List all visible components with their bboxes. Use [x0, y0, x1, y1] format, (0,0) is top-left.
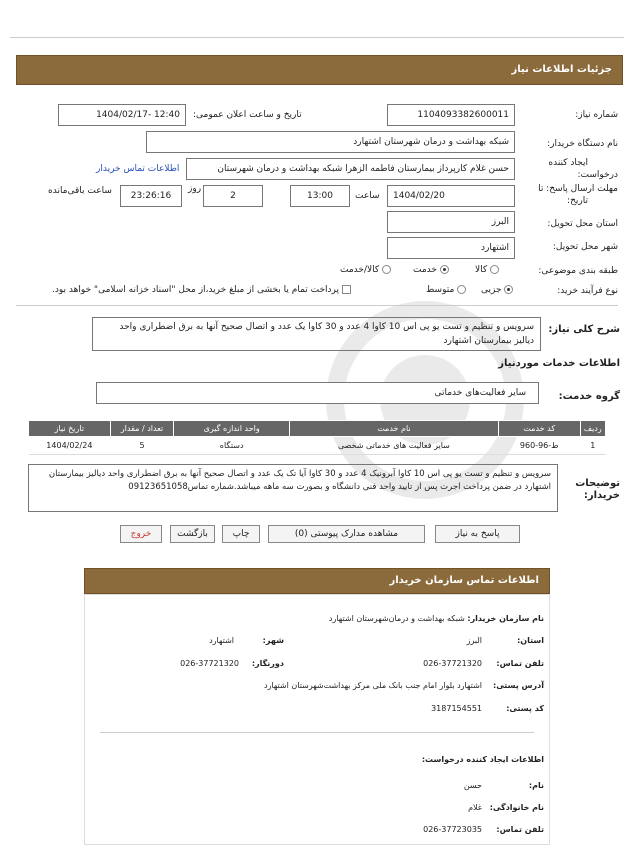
process-label: نوع فرآیند خرید: — [557, 286, 618, 296]
org-value: شبکه بهداشت و درمان‌شهرستان اشتهارد — [328, 614, 465, 623]
need-number-field: 1104093382600011 — [387, 104, 515, 126]
col-header: نام خدمت — [289, 421, 498, 437]
process-option-label: جزیی — [481, 285, 502, 295]
service-group-label: گروه خدمت: — [558, 391, 620, 402]
services-title: اطلاعات خدمات موردنیاز — [498, 358, 620, 369]
deadline-label-1: مهلت ارسال پاسخ: تا — [538, 184, 618, 194]
org-label: نام سازمان خریدار: — [467, 614, 544, 623]
category-radio-goods[interactable] — [475, 265, 499, 275]
cell-quantity: 5 — [110, 437, 174, 455]
services-table — [28, 420, 606, 455]
col-header: کد خدمت — [498, 421, 580, 437]
buyer-notes-text: سرویس و تنظیم و تست یو پی اس 10 کاوا آبرونیک 4 عدد و 30 کاوا آیا تک یک عدد و اتصال صحیح آنها به برق اضطراری واحد دیالیز بیمارستان اشتهارد در ضمن پرداخت اجرت پس از تایید واحد فنی دانشگاه و بصورت سه ماهه میباشد.شماره تماس09123651058 — [48, 469, 551, 492]
view-attachments-button[interactable]: مشاهده مدارک پیوستی (0) — [268, 525, 425, 543]
process-option-label: متوسط — [426, 285, 455, 295]
contact-org-row — [329, 614, 544, 623]
category-label: طبقه بندی موضوعی: — [538, 266, 618, 276]
buyer-field: شبکه بهداشت و درمان شهرستان اشتهارد — [146, 131, 515, 153]
deadline-time-field: 13:00 — [290, 185, 350, 207]
contact-title: اطلاعات تماس سازمان خریدار — [389, 575, 539, 586]
city-label: شهر: — [262, 636, 284, 645]
buyer-notes-label-1: توضیحات — [575, 478, 620, 489]
phone-value: 026-37721320 — [423, 659, 482, 668]
radio-selected-icon — [504, 285, 513, 294]
creator-label-1: ایجاد کننده — [548, 158, 588, 168]
col-header: ردیف — [580, 421, 605, 437]
category-option-label: کالا — [475, 265, 488, 275]
creator-phone-value: 026-37723035 — [423, 825, 482, 834]
announce-label: تاریخ و ساعت اعلان عمومی: — [193, 110, 302, 120]
family-value: غلام — [468, 803, 482, 812]
announce-field: 1404/02/17- 12:40 — [58, 104, 186, 126]
days-field: 2 — [203, 185, 263, 207]
services-table-wrap — [28, 420, 606, 455]
back-button[interactable]: بازگشت — [170, 525, 215, 543]
cell-service-code: ط-96-960 — [498, 437, 580, 455]
category-option-label: کالا/خدمت — [340, 265, 380, 275]
remaining-time-field: 23:26:16 — [120, 185, 182, 207]
buyer-contact-link[interactable]: اطلاعات تماس خریدار — [96, 164, 180, 174]
deadline-label-2: تاریخ: — [567, 196, 588, 206]
col-header: واحد اندازه گیری — [174, 421, 290, 437]
cell-service-name: سایر فعالیت های خدماتی شخصی — [289, 437, 498, 455]
section-divider — [16, 305, 618, 306]
radio-icon — [457, 285, 466, 294]
col-header: تاریخ نیاز — [29, 421, 111, 437]
payment-note: پرداخت تمام یا بخشی از مبلغ خرید،از محل "اسناد خزانه اسلامی" خواهد بود. — [52, 285, 340, 295]
summary-text: سرویس و تنظیم و تست یو پی اس 10 کاوا 4 عدد و 30 کاوا یک عدد و اتصال صحیح آنها به برق اضطراری واحد دیالیز بیمارستان اشتهارد — [119, 322, 534, 346]
address-value: اشتهارد بلوار امام جنب بانک ملی مرکز بهداشت‌شهرستان اشتهارد — [263, 681, 482, 690]
postal-value: 3187154551 — [431, 704, 482, 713]
process-radio-medium[interactable] — [426, 285, 466, 295]
col-header: تعداد / مقدار — [110, 421, 174, 437]
radio-icon — [490, 265, 499, 274]
page-title: جزئیات اطلاعات نیاز — [511, 64, 612, 75]
cell-need-date: 1404/02/24 — [29, 437, 111, 455]
table-header-row — [29, 421, 606, 437]
address-label: آدرس پستی: — [493, 681, 544, 690]
buyer-notes-label-2: خریدار: — [583, 490, 620, 501]
radio-selected-icon — [440, 265, 449, 274]
category-radio-both[interactable] — [340, 265, 391, 275]
province-label: استان محل تحویل: — [547, 219, 618, 229]
payment-option[interactable] — [52, 285, 351, 295]
cell-unit: دستگاه — [174, 437, 290, 455]
city-field: اشتهارد — [387, 237, 515, 259]
phone-label: تلفن تماس: — [496, 659, 544, 668]
name-label: نام: — [528, 781, 544, 790]
name-value: حسن — [463, 781, 482, 790]
city-value: اشتهارد — [209, 636, 234, 645]
buyer-notes-box — [28, 464, 558, 512]
creator-info-title: اطلاعات ایجاد کننده درخواست: — [421, 755, 544, 764]
creator-field: حسن غلام کارپرداز بیمارستان فاطمه الزهرا شبکه بهداشت و درمان شهرستان — [186, 158, 515, 180]
days-label: روز — [188, 184, 202, 194]
city-label: شهر محل تحویل: — [552, 242, 618, 252]
category-radio-service[interactable] — [413, 265, 449, 275]
reply-button[interactable]: پاسخ به نیاز — [435, 525, 520, 543]
radio-icon — [382, 265, 391, 274]
fax-value: 026-37721320 — [180, 659, 239, 668]
remaining-label: ساعت باقی‌مانده — [48, 186, 112, 196]
service-group-field: سایر فعالیت‌های خدماتی — [96, 382, 539, 404]
checkbox-icon — [342, 285, 351, 294]
need-number-label: شماره نیاز: — [575, 110, 618, 120]
category-option-label: خدمت — [413, 265, 437, 275]
page-header — [16, 55, 623, 85]
top-divider — [10, 37, 624, 38]
summary-label: شرح کلی نیاز: — [548, 324, 620, 335]
cell-row-number: 1 — [580, 437, 605, 455]
contact-header — [84, 568, 550, 594]
summary-box — [92, 317, 541, 351]
creator-label-2: درخواست: — [577, 170, 618, 180]
deadline-time-label: ساعت — [355, 191, 380, 201]
exit-button[interactable]: خروج — [120, 525, 162, 543]
contact-divider — [100, 732, 534, 733]
postal-label: کد پستی: — [506, 704, 544, 713]
creator-phone-label: تلفن تماس: — [496, 825, 544, 834]
deadline-date-field: 1404/02/20 — [387, 185, 515, 207]
print-button[interactable]: چاپ — [222, 525, 260, 543]
process-radio-minor[interactable] — [481, 285, 513, 295]
province-field: البرز — [387, 211, 515, 233]
province-value: البرز — [466, 636, 482, 645]
table-row — [29, 437, 606, 455]
family-label: نام خانوادگی: — [489, 803, 544, 812]
fax-label: دورنگار: — [251, 659, 284, 668]
buyer-label: نام دستگاه خریدار: — [547, 139, 618, 149]
province-label: استان: — [517, 636, 544, 645]
